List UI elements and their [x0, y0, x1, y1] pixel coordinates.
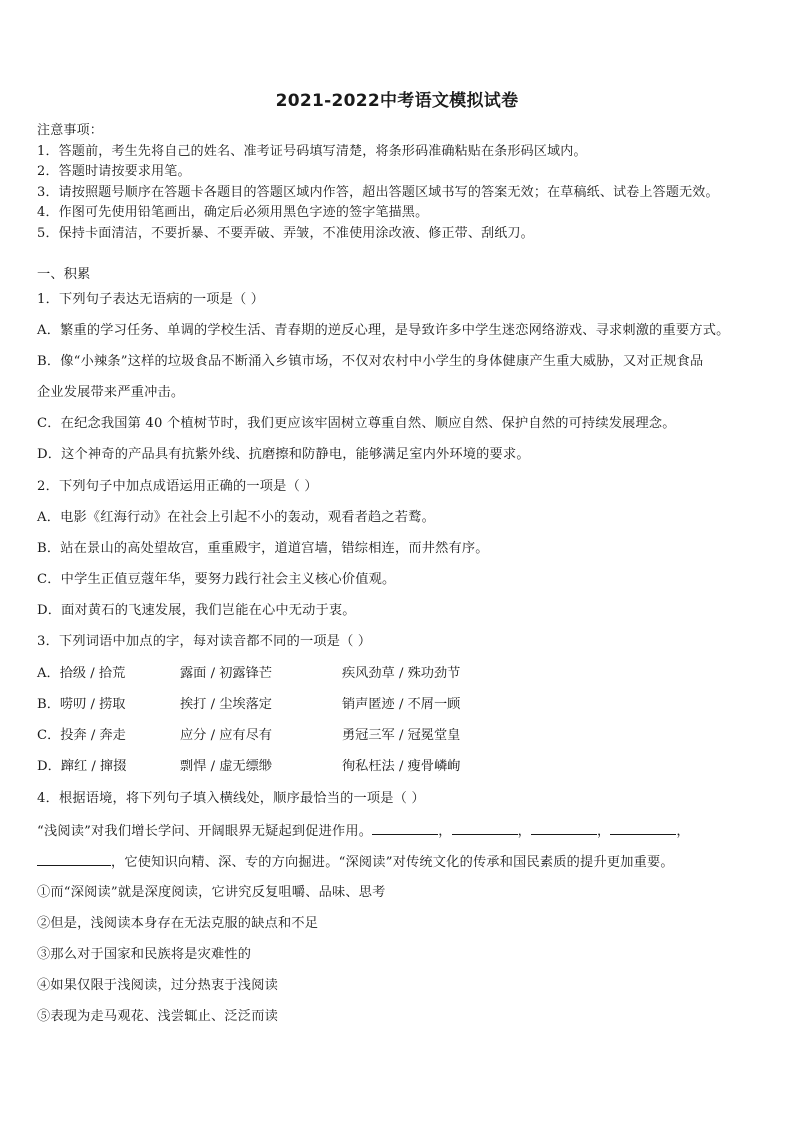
question-1-option-a: A．繁重的学习任务、单调的学校生活、青春期的逆反心理，是导致许多中学生迷恋网络游戏、寻求刺激的重要方式。	[37, 323, 730, 338]
blank-separator: ，	[676, 824, 690, 839]
word-pair: A．拾级 / 拾荒	[37, 666, 126, 681]
word-pair: 露面 / 初露锋芒	[180, 666, 272, 681]
section-heading: 一、积累	[37, 267, 91, 282]
question-4-passage-line-1	[37, 822, 690, 841]
answer-blank	[372, 822, 438, 835]
question-1-stem: 1．下列句子表达无语病的一项是（ ）	[37, 292, 265, 307]
word-pair: 应分 / 应有尽有	[180, 728, 272, 743]
question-1-option-b-cont: 企业发展带来严重冲击。	[37, 385, 185, 400]
answer-blank	[531, 822, 597, 835]
question-4-sentence: ①而“深阅读”就是深度阅读，它讲究反复咀嚼、品味、思考	[37, 885, 386, 900]
question-4-passage-line-2	[37, 853, 674, 872]
passage-text: “浅阅读”对我们增长学问、开阔眼界无疑起到促进作用。	[37, 824, 373, 839]
word-pair: 挨打 / 尘埃落定	[180, 697, 272, 712]
question-2-option-c: C．中学生正值豆蔻年华，要努力践行社会主义核心价值观。	[37, 572, 396, 587]
exam-title: 2021-2022中考语文模拟试卷	[275, 91, 519, 111]
question-2-stem: 2．下列句子中加点成语运用正确的一项是（ ）	[37, 479, 318, 494]
blank-separator: ，	[517, 824, 531, 839]
answer-blank	[610, 822, 676, 835]
question-4-sentence: ⑤表现为走马观花、浅尝辄止、泛泛而读	[37, 1009, 278, 1024]
question-1-option-b: B．像“小辣条”这样的垃圾食品不断涌入乡镇市场，不仅对农村中小学生的身体健康产生重大威胁，又对正规食品	[37, 354, 704, 369]
question-1-option-d: D．这个神奇的产品具有抗紫外线、抗磨擦和防静电，能够满足室内外环境的要求。	[37, 447, 530, 462]
notice-item: 3．请按照题号顺序在答题卡各题目的答题区域内作答，超出答题区域书写的答案无效；在草稿纸、试卷上答题无效。	[37, 185, 719, 200]
question-2-option-b: B．站在景山的高处望故宫，重重殿宇，道道宫墙，错综相连，而井然有序。	[37, 541, 489, 556]
blank-separator: ，	[438, 824, 452, 839]
question-2-option-a: A．电影《红海行动》在社会上引起不小的轰动，观看者趋之若鹜。	[37, 510, 435, 525]
word-pair: B．唠叨 / 捞取	[37, 697, 126, 712]
question-4-sentence: ②但是，浅阅读本身存在无法克服的缺点和不足	[37, 916, 319, 931]
question-4-sentence: ③那么对于国家和民族将是灾难性的	[37, 947, 252, 962]
blank-separator: ，	[596, 824, 611, 839]
word-pair: 剽悍 / 虚无缥缈	[180, 759, 272, 774]
word-pair: D．蹿红 / 撺掇	[37, 759, 127, 774]
word-pair: 疾风劲草 / 殊功劲节	[342, 666, 461, 681]
notice-item: 1．答题前，考生先将自己的姓名、准考证号码填写清楚，将条形码准确粘贴在条形码区域内。	[37, 144, 587, 159]
notice-item: 2．答题时请按要求用笔。	[37, 164, 191, 179]
notice-item: 4．作图可先使用铅笔画出，确定后必须用黑色字迹的签字笔描黑。	[37, 205, 429, 220]
notice-heading: 注意事项：	[37, 123, 104, 138]
word-pair: 徇私枉法 / 瘦骨嶙峋	[342, 759, 461, 774]
word-pair: 勇冠三军 / 冠冕堂皇	[342, 728, 461, 743]
word-pair: 销声匿迹 / 不屑一顾	[342, 697, 461, 712]
question-2-option-d: D．面对黄石的飞速发展，我们岂能在心中无动于衷。	[37, 603, 356, 618]
question-3-stem: 3．下列词语中加点的字，每对读音都不同的一项是（ ）	[37, 634, 372, 649]
question-4-stem: 4．根据语境，将下列句子填入横线处，顺序最恰当的一项是（ ）	[37, 791, 425, 806]
question-4-sentence: ④如果仅限于浅阅读，过分热衷于浅阅读	[37, 978, 278, 993]
notice-item: 5．保持卡面清洁，不要折暴、不要弄破、弄皱，不准使用涂改液、修正带、刮纸刀。	[37, 226, 534, 241]
question-1-option-c: C．在纪念我国第 40 个植树节时，我们更应该牢固树立尊重自然、顺应自然、保护自然的可持续发展理念。	[37, 416, 676, 431]
word-pair: C．投奔 / 奔走	[37, 728, 126, 743]
answer-blank	[37, 853, 111, 866]
passage-text: ，它使知识向精、深、专的方向掘进。“深阅读”对传统文化的传承和国民素质的提升更加重要。	[111, 855, 674, 870]
answer-blank	[452, 822, 518, 835]
